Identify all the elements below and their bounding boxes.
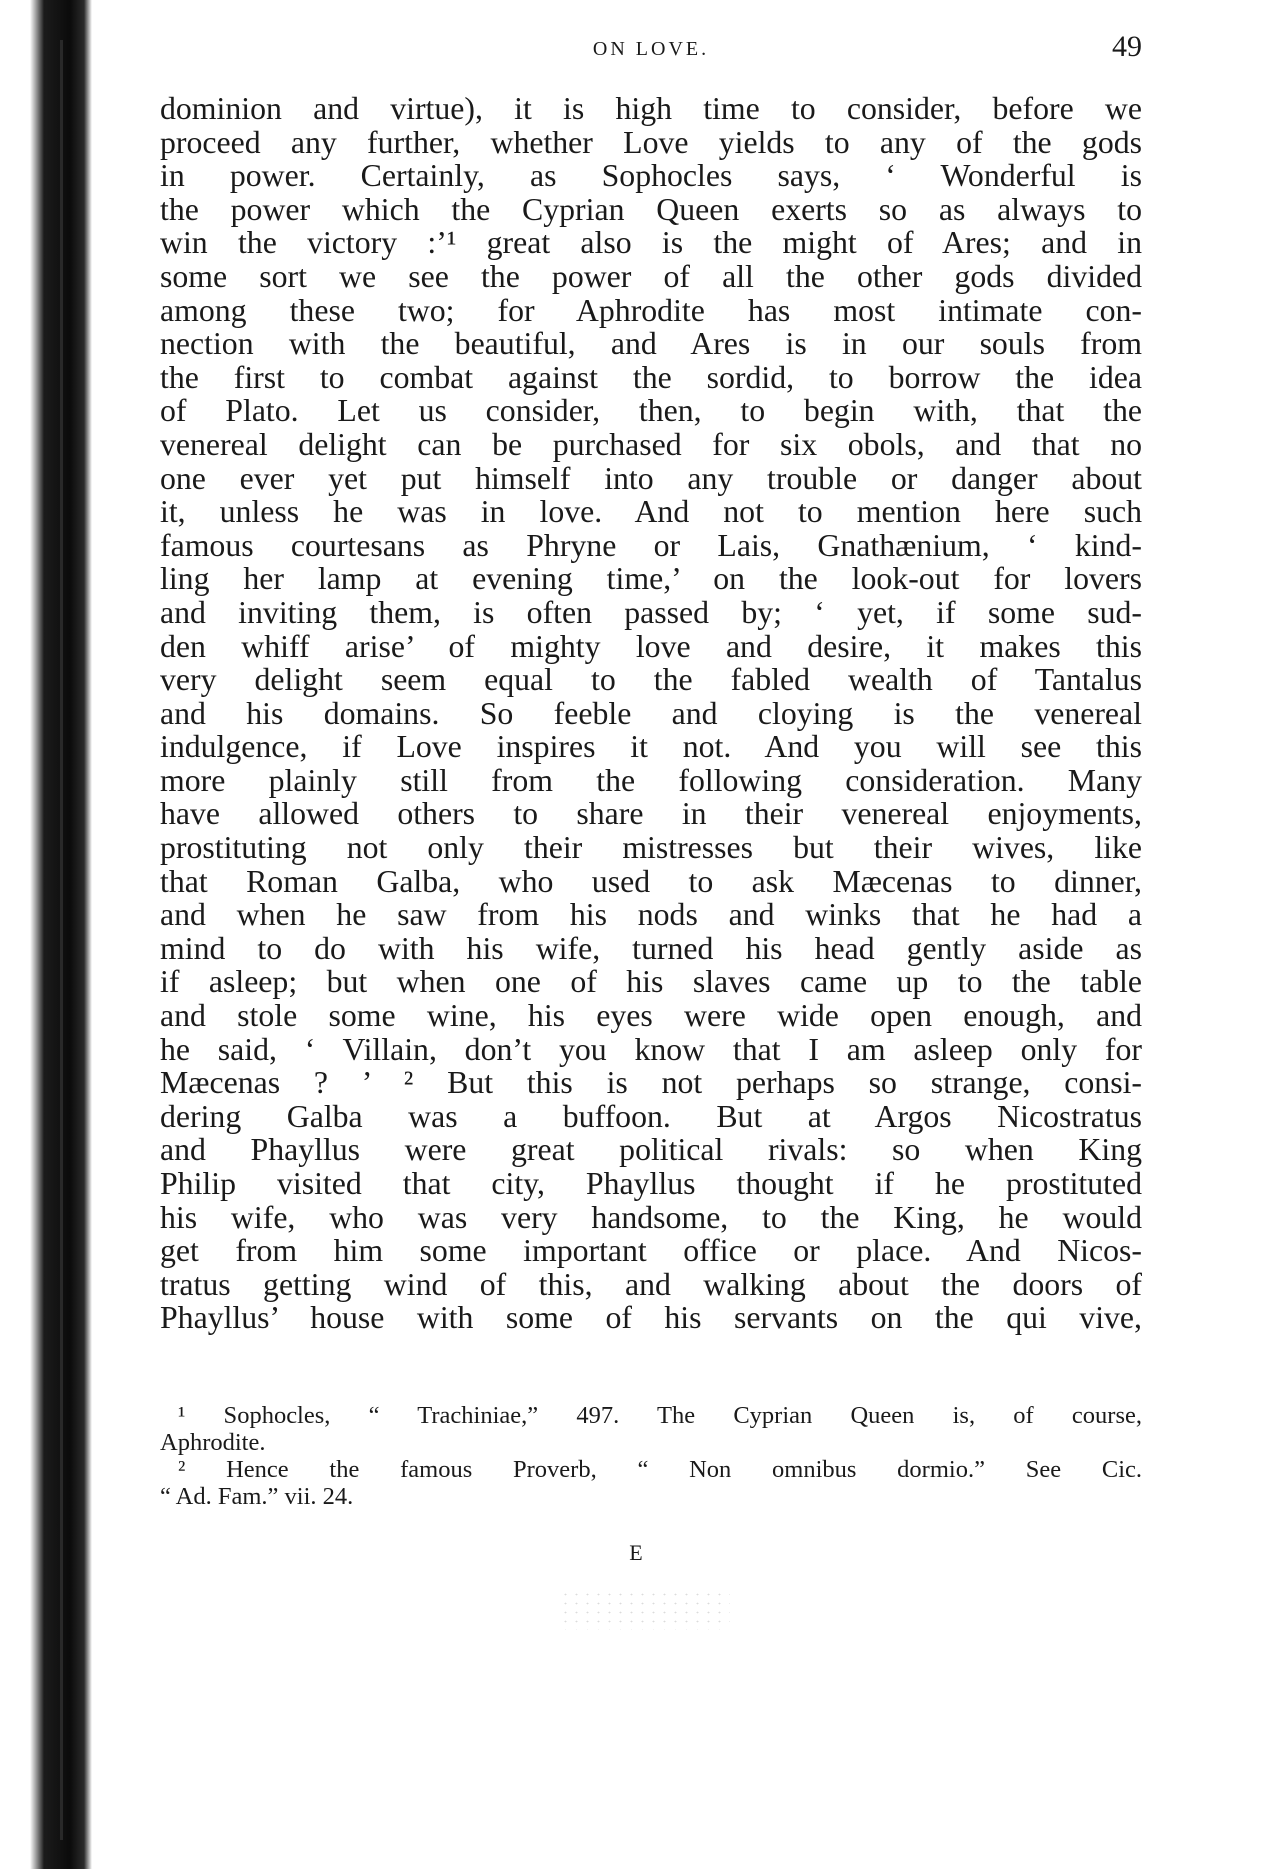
main-text <box>160 92 1142 1335</box>
binding-shadow <box>60 40 63 1840</box>
text-line: famous courtesans as Phryne or Lais, Gnathænium, ‘ kind- <box>160 527 1142 563</box>
footnote-line: Aphrodite. <box>160 1429 266 1456</box>
text-line: and his domains. So feeble and cloying is the venereal <box>160 695 1142 731</box>
footnote-line: “ Ad. Fam.” vii. 24. <box>160 1483 354 1510</box>
text-line: have allowed others to share in their venereal enjoyments, <box>160 796 1142 832</box>
text-line: the first to combat against the sordid, to borrow the idea <box>160 359 1142 395</box>
text-line: some sort we see the power of all the other gods divided <box>160 258 1142 294</box>
text-line: more plainly still from the following consideration. Many <box>160 762 1142 798</box>
text-line: tratus getting wind of this, and walking about the doors of <box>160 1266 1142 1302</box>
text-line: and inviting them, is often passed by; ‘ yet, if some sud- <box>160 594 1142 630</box>
text-line: win the victory :’¹ great also is the might of Ares; and in <box>160 225 1142 261</box>
text-line: dering Galba was a buffoon. But at Argos Nicostratus <box>160 1098 1142 1134</box>
footnote-line: ² Hence the famous Proverb, “ Non omnibus dormio.” See Cic. <box>178 1456 1142 1483</box>
text-line: get from him some important office or place. And Nicos- <box>160 1233 1142 1269</box>
text-line: Philip visited that city, Phayllus thought if he prostituted <box>160 1166 1142 1201</box>
text-line: and stole some wine, his eyes were wide open enough, and <box>160 998 1142 1034</box>
text-line: Mæcenas ? ’ ² But this is not perhaps so strange, consi- <box>160 1065 1142 1101</box>
page-header <box>160 30 1142 70</box>
text-line: very delight seem equal to the fabled wealth of Tantalus <box>160 662 1142 698</box>
text-line: one ever yet put himself into any trouble or danger about <box>160 460 1142 496</box>
text-line: that Roman Galba, who used to ask Mæcenas to dinner, <box>160 863 1142 899</box>
text-line: among these two; for Aphrodite has most intimate con- <box>160 292 1142 328</box>
page-number: 49 <box>1112 30 1142 63</box>
text-line: indulgence, if Love inspires it not. And you will see this <box>160 729 1142 765</box>
footnote-line: ¹ Sophocles, “ Trachiniae,” 497. The Cyprian Queen is, of course, <box>178 1402 1142 1429</box>
text-line: prostituting not only their mistresses but their wives, like <box>160 830 1142 866</box>
text-line: venereal delight can be purchased for six obols, and that no <box>160 426 1142 462</box>
text-line: and when he saw from his nods and winks that he had a <box>160 897 1142 933</box>
text-line: the power which the Cyprian Queen exerts so as always to <box>160 191 1142 227</box>
signature-mark: E <box>629 1540 643 1565</box>
running-head: ON LOVE. <box>592 38 710 60</box>
text-line: den whiff arise’ of mighty love and desire, it makes this <box>160 628 1142 664</box>
text-line: and Phayllus were great political rivals: so when King <box>160 1132 1142 1168</box>
text-line: of Plato. Let us consider, then, to begin with, that the <box>160 393 1142 429</box>
text-line: his wife, who was very handsome, to the King, he would <box>160 1199 1142 1235</box>
footnotes <box>160 1402 1142 1510</box>
text-line: in power. Certainly, as Sophocles says, ‘ Wonderful is <box>160 158 1142 194</box>
text-line: proceed any further, whether Love yields to any of the gods <box>160 124 1142 160</box>
text-line: Phayllus’ house with some of his servants on the qui vive, <box>160 1300 1142 1336</box>
book-binding-edge <box>0 0 92 1869</box>
text-line: if asleep; but when one of his slaves came up to the table <box>160 964 1142 1000</box>
text-line: nection with the beautiful, and Ares is in our souls from <box>160 326 1142 362</box>
text-line: it, unless he was in love. And not to mention here such <box>160 494 1142 530</box>
text-line: mind to do with his wife, turned his head gently aside as <box>160 930 1142 966</box>
paper-speckle <box>560 1590 730 1630</box>
text-line: dominion and virtue), it is high time to consider, before we <box>160 91 1142 126</box>
text-line: ling her lamp at evening time,’ on the look-out for lovers <box>160 561 1142 597</box>
text-line: he said, ‘ Villain, don’t you know that I am asleep only for <box>160 1031 1142 1067</box>
